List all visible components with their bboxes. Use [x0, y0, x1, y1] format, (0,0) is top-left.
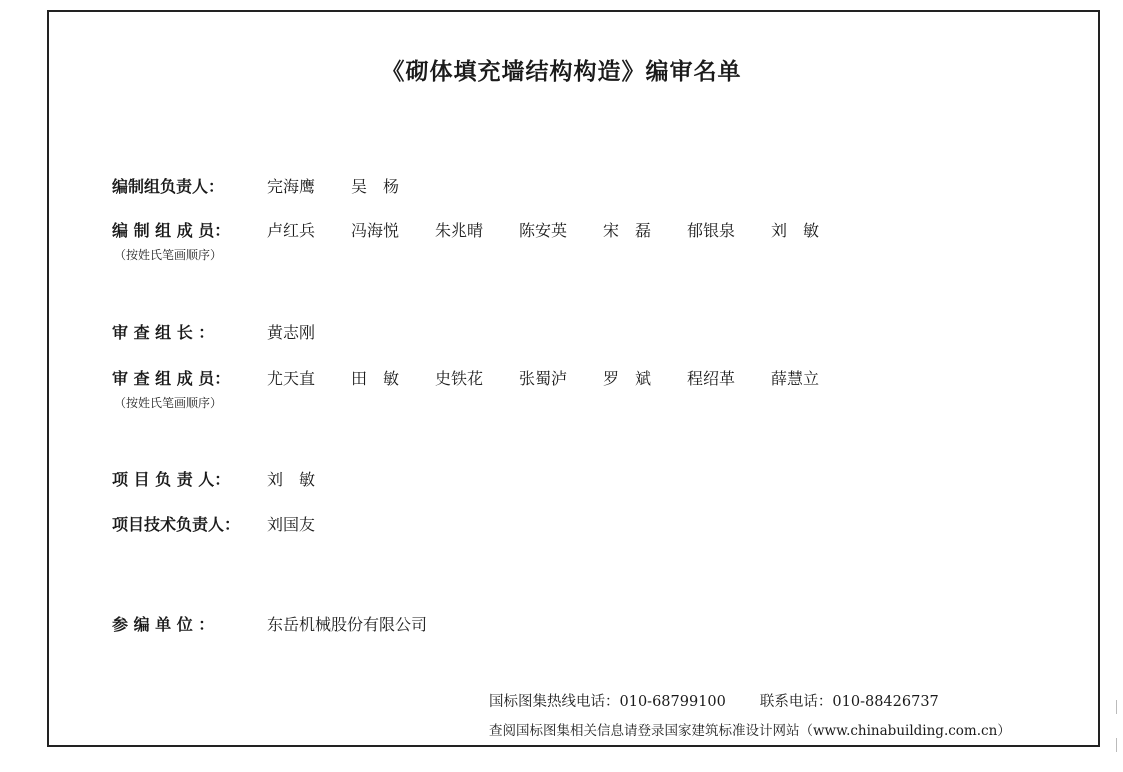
edge-mark — [1116, 738, 1117, 752]
participant-label: 参 编 单 位 ： — [112, 615, 215, 634]
name-item: 吴 杨 — [351, 177, 400, 196]
tech-lead-names — [267, 512, 351, 535]
compile-lead-names — [267, 174, 435, 197]
name-item: 程绍革 — [687, 369, 736, 388]
page-title: 《砌体填充墙结构构造》编审名单 — [381, 59, 742, 85]
review-members-names — [267, 366, 855, 389]
name-item: 冯海悦 — [351, 221, 400, 240]
name-item: 郁银泉 — [687, 221, 736, 240]
name-item: 朱兆晴 — [435, 221, 484, 240]
name-item: 尤天直 — [267, 369, 316, 388]
review-lead-label: 审 查 组 长 ： — [112, 323, 215, 342]
name-item: 陈安英 — [519, 221, 568, 240]
compile-members-names — [267, 218, 855, 241]
tech-lead-label: 项目技术负责人： — [112, 515, 241, 534]
review-members-label: 审 查 组 成 员： — [112, 369, 231, 388]
footer-phones — [489, 690, 939, 711]
compile-members-note: （按姓氏笔画顺序） — [114, 248, 223, 262]
hotline-text: 国标图集热线电话：010-68799100 — [489, 694, 726, 710]
edge-mark — [1116, 700, 1117, 714]
name-item: 卢红兵 — [267, 221, 316, 240]
name-item: 罗 斌 — [603, 369, 652, 388]
participant-name: 东岳机械股份有限公司 — [267, 615, 428, 634]
contact-text: 联系电话：010-88426737 — [759, 694, 939, 710]
name-item: 刘 敏 — [267, 470, 316, 489]
name-item: 宋 磊 — [603, 221, 652, 240]
participant-names — [267, 612, 427, 635]
project-lead-label: 项 目 负 责 人： — [112, 470, 231, 489]
name-item: 完海鹰 — [267, 177, 316, 196]
project-lead-names — [267, 467, 351, 490]
name-item: 张蜀泸 — [519, 369, 568, 388]
name-item: 黄志刚 — [267, 323, 316, 342]
footer-website: 查阅国标图集相关信息请登录国家建筑标准设计网站（www.chinabuilding.com.cn） — [489, 723, 1011, 739]
name-item: 田 敏 — [351, 369, 400, 388]
name-item: 刘国友 — [267, 515, 316, 534]
review-members-note: （按姓氏笔画顺序） — [114, 396, 223, 410]
compile-members-label: 编 制 组 成 员： — [112, 221, 231, 240]
name-item: 史铁花 — [435, 369, 484, 388]
name-item: 薛慧立 — [771, 369, 820, 388]
compile-lead-label: 编制组负责人： — [112, 177, 225, 196]
name-item: 刘 敏 — [771, 221, 820, 240]
review-lead-names — [267, 320, 351, 343]
